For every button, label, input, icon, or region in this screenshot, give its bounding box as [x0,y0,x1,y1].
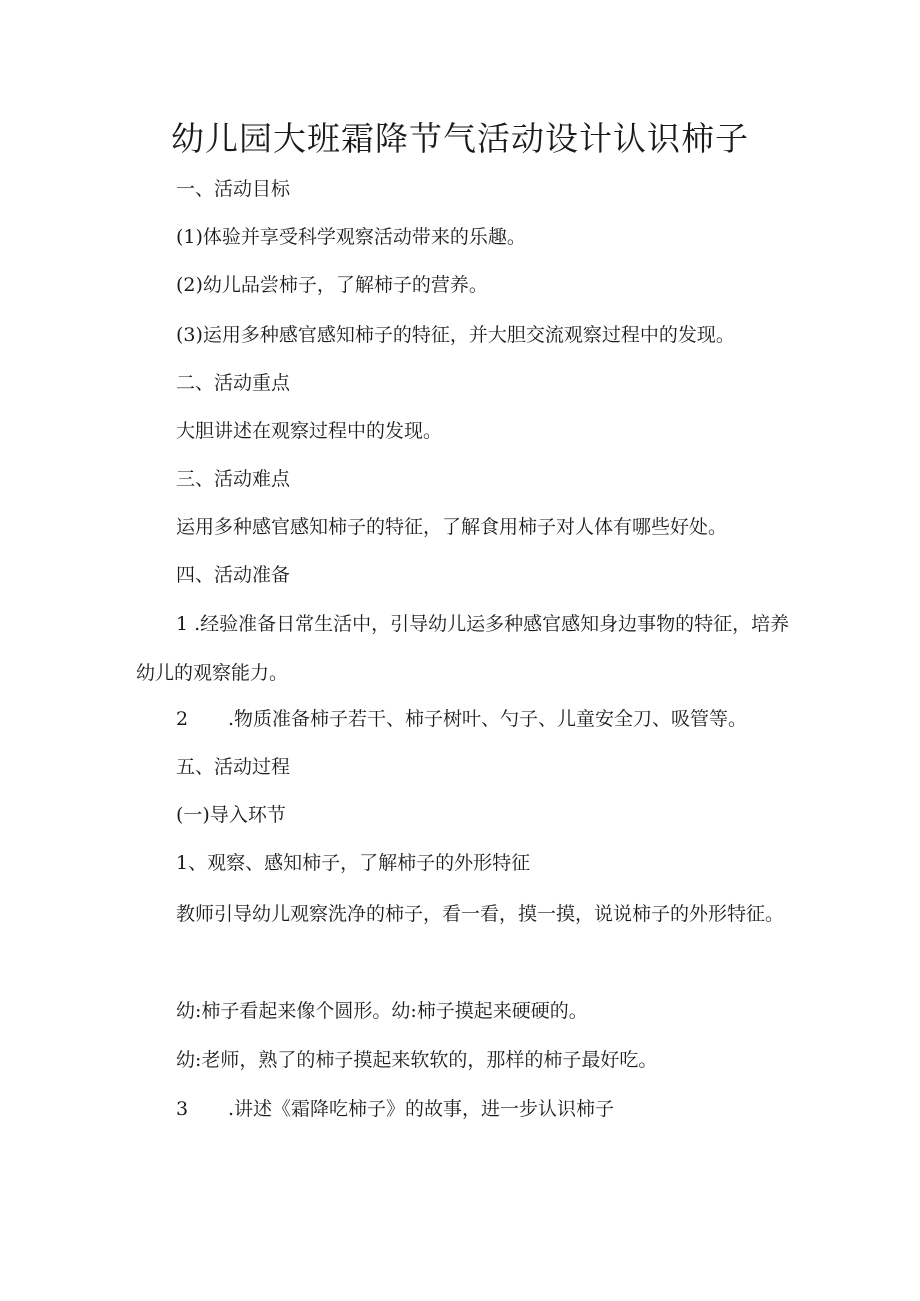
preparation-item-2-number: 2 [176,708,189,730]
teacher-guidance-text: 教师引导幼儿观察洗净的柿子，看一看，摸一摸，说说柿子的外形特征。 [176,903,785,925]
section-heading-goals: 一、活动目标 [176,178,291,200]
goal-item-3: (3)运用多种感官感知柿子的特征，并大胆交流观察过程中的发现。 [176,324,735,346]
section-heading-difficulties: 三、活动难点 [176,468,291,490]
key-points-text: 大胆讲述在观察过程中的发现。 [176,420,443,442]
process-step-1: 1、观察、感知柿子，了解柿子的外形特征 [176,852,531,874]
child-response-2: 幼:老师，熟了的柿子摸起来软软的，那样的柿子最好吃。 [176,1049,658,1071]
difficulties-text: 运用多种感官感知柿子的特征，了解食用柿子对人体有哪些好处。 [176,516,728,538]
preparation-item-2-text: .物质准备柿子若干、柿子树叶、勺子、儿童安全刀、吸管等。 [228,708,748,730]
preparation-item-2 [176,704,747,734]
section-heading-process: 五、活动过程 [176,756,291,778]
process-step-3 [176,1094,614,1124]
section-heading-key-points: 二、活动重点 [176,372,291,394]
section-heading-preparation: 四、活动准备 [176,564,291,586]
child-response-1: 幼:柿子看起来像个圆形。幼:柿子摸起来硬硬的。 [176,1000,588,1022]
preparation-item-1: 1 .经验准备日常生活中，引导幼儿运多种感官感知身边事物的特征，培养幼儿的观察能力。 [136,613,790,684]
document-title: 幼儿园大班霜降节气活动设计认识柿子 [171,119,749,158]
goal-item-1: (1)体验并享受科学观察活动带来的乐趣。 [176,226,526,248]
process-step-3-number: 3 [176,1098,189,1120]
process-step-3-text: .讲述《霜降吃柿子》的故事，进一步认识柿子 [228,1098,615,1120]
process-subheading-intro: (一)导入环节 [176,804,286,826]
goal-item-2: (2)幼儿品尝柿子，了解柿子的营养。 [176,274,488,296]
